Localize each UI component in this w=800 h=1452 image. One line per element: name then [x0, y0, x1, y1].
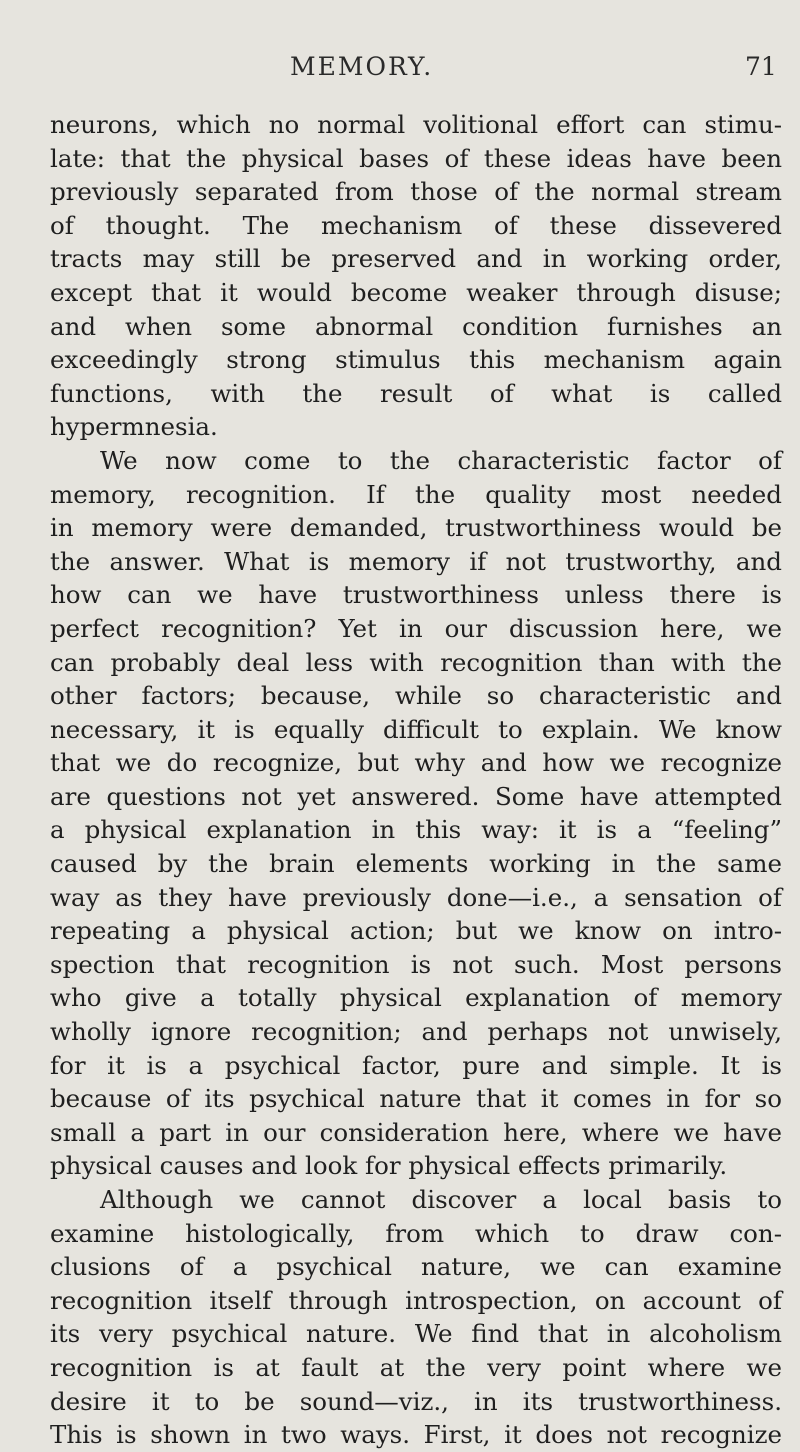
text-line: hypermnesia.	[50, 412, 218, 442]
text-line: late: that the physical bases of these ideas have been	[50, 143, 782, 173]
text-line: neurons, which no normal volitional effort can stimu-	[50, 110, 782, 139]
text-line: small a part in our consideration here, where we have	[50, 1117, 782, 1147]
text-line: previously separated from those of the normal stream	[50, 177, 782, 207]
text-line: for it is a psychical factor, pure and simple. It is	[50, 1050, 782, 1080]
text-line: how can we have trustworthiness unless there is	[50, 580, 782, 610]
text-line: and when some abnormal condition furnishes an	[50, 311, 782, 341]
text-line: tracts may still be preserved and in working order,	[50, 244, 782, 274]
text-line: of thought. The mechanism of these dissevered	[50, 210, 782, 240]
text-line: exceedingly strong stimulus this mechanism again	[50, 345, 782, 375]
running-head	[0, 52, 800, 92]
text-line: repeating a physical action; but we know on intro-	[50, 916, 782, 946]
text-line: desire it to be sound—viz., in its trustworthiness.	[50, 1386, 782, 1416]
paragraph-start-line: We now come to the characteristic factor of	[100, 445, 782, 475]
text-line: necessary, it is equally difficult to explain. We know	[50, 714, 782, 744]
text-line: functions, with the result of what is called	[50, 378, 782, 408]
text-line: clusions of a psychical nature, we can examine	[50, 1252, 782, 1282]
text-line: a physical explanation in this way: it is a “feeling”	[50, 815, 782, 845]
text-line: wholly ignore recognition; and perhaps not unwisely,	[50, 1017, 782, 1047]
text-line: in memory were demanded, trustworthiness would be	[50, 513, 782, 543]
text-line: its very psychical nature. We find that in alcoholism	[50, 1319, 782, 1349]
text-line: who give a totally physical explanation of memory	[50, 983, 782, 1013]
text-line: that we do recognize, but why and how we recognize	[50, 748, 782, 778]
text-line: can probably deal less with recognition than with the	[50, 647, 782, 677]
body-text	[50, 108, 782, 1452]
text-line: caused by the brain elements working in the same	[50, 849, 782, 879]
text-line: memory, recognition. If the quality most needed	[50, 479, 782, 509]
text-line: physical causes and look for physical effects primarily.	[50, 1151, 728, 1181]
text-line: spection that recognition is not such. Most persons	[50, 949, 782, 979]
text-line: except that it would become weaker through disuse;	[50, 277, 782, 307]
text-line: examine histologically, from which to draw con-	[50, 1218, 782, 1248]
paragraph-start-line: Although we cannot discover a local basis to	[100, 1185, 782, 1214]
text-line: perfect recognition? Yet in our discussion here, we	[50, 613, 782, 643]
text-line: way as they have previously done—i.e., a sensation of	[50, 882, 782, 912]
page-number: 71	[745, 52, 777, 81]
running-head-title: MEMORY.	[290, 52, 434, 81]
text-line: are questions not yet answered. Some have attempted	[50, 781, 782, 811]
text-line: This is shown in two ways. First, it does not recognize	[50, 1420, 782, 1450]
text-line: other factors; because, while so characteristic and	[50, 681, 782, 711]
text-line: the answer. What is memory if not trustworthy, and	[50, 546, 782, 576]
text-line: recognition itself through introspection, on account of	[50, 1285, 782, 1315]
text-line: recognition is at fault at the very point where we	[50, 1352, 782, 1382]
text-line: because of its psychical nature that it comes in for so	[50, 1084, 782, 1114]
